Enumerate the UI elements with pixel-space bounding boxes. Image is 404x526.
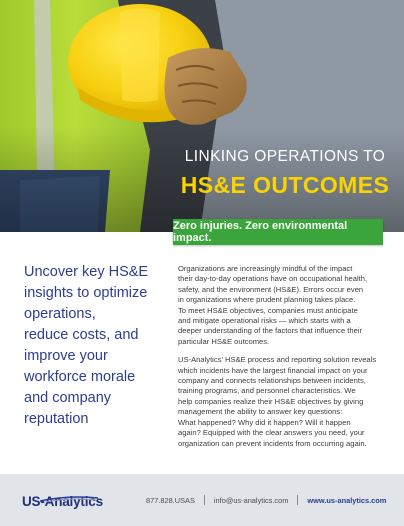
lead-line: reduce costs, and [24, 327, 139, 343]
lead-line: workforce morale [24, 369, 136, 385]
body-line: Organizations are increasingly mindful of the impact [178, 264, 353, 273]
email-link[interactable]: info@us-analytics.com [213, 495, 289, 505]
body-line: What happened? Why did it happen? Will it happen [178, 417, 351, 427]
body-line: in organizations where prudent planning takes place. [178, 295, 356, 305]
logo-swoosh-icon [38, 495, 100, 503]
hero-title [170, 148, 400, 199]
body-line: their day-to-day operations have on occupational health, [178, 274, 368, 284]
lead-line: insights to optimize [24, 285, 148, 301]
lead-line: reputation [24, 411, 89, 427]
lead-statement [24, 262, 169, 430]
body-paragraph-2 [178, 355, 388, 449]
footer [0, 474, 404, 526]
body-line: To meet HS&E objectives, companies must anticipate [178, 305, 358, 315]
body-line: deeper understanding of the factors that influence their [178, 326, 363, 336]
divider [204, 495, 205, 505]
body-paragraph-1 [178, 264, 388, 347]
hero-title-line2: HS&E OUTCOMES [180, 172, 390, 198]
lead-line: and company [24, 390, 112, 406]
hero-photo [0, 0, 404, 232]
body-line: again? Equipped with the clear answers you need, your [178, 428, 365, 438]
phone-number[interactable]: 877.828.USAS [146, 495, 195, 505]
divider [297, 495, 298, 505]
lead-line: Uncover key HS&E [24, 264, 149, 280]
body-line: company and connects relationships between incidents, [178, 376, 366, 386]
contact-info [146, 495, 386, 505]
body-line: management the ability to answer key questions: [178, 407, 343, 417]
body-line: help companies realize their HS&E objectives by giving [178, 396, 364, 406]
body-line: US-Analytics' HS&E process and reporting solution reveals [178, 355, 377, 365]
tagline-banner: Zero injuries. Zero environmental impact. [173, 219, 383, 245]
body-copy [178, 264, 388, 457]
body-line: and mitigate operational risks — which starts with a [178, 316, 351, 326]
body-line: safety, and the environment (HS&E). Errors occur even [178, 284, 364, 294]
lead-line: operations, [24, 306, 96, 322]
website-link[interactable]: www.us-analytics.com [307, 495, 387, 505]
body-line: organization can prevent incidents from occurring again. [178, 438, 367, 448]
logo-wordmark: US-Analytics [22, 493, 103, 509]
body-line: training programs, and personnel characteristics. We [178, 386, 356, 396]
lead-line: improve your [24, 348, 108, 364]
body-line: particular HS&E outcomes. [178, 336, 270, 346]
hero-title-line1: LINKING OPERATIONS TO [184, 148, 386, 165]
body-line: which incidents have the largest financial impact on your [178, 365, 368, 375]
